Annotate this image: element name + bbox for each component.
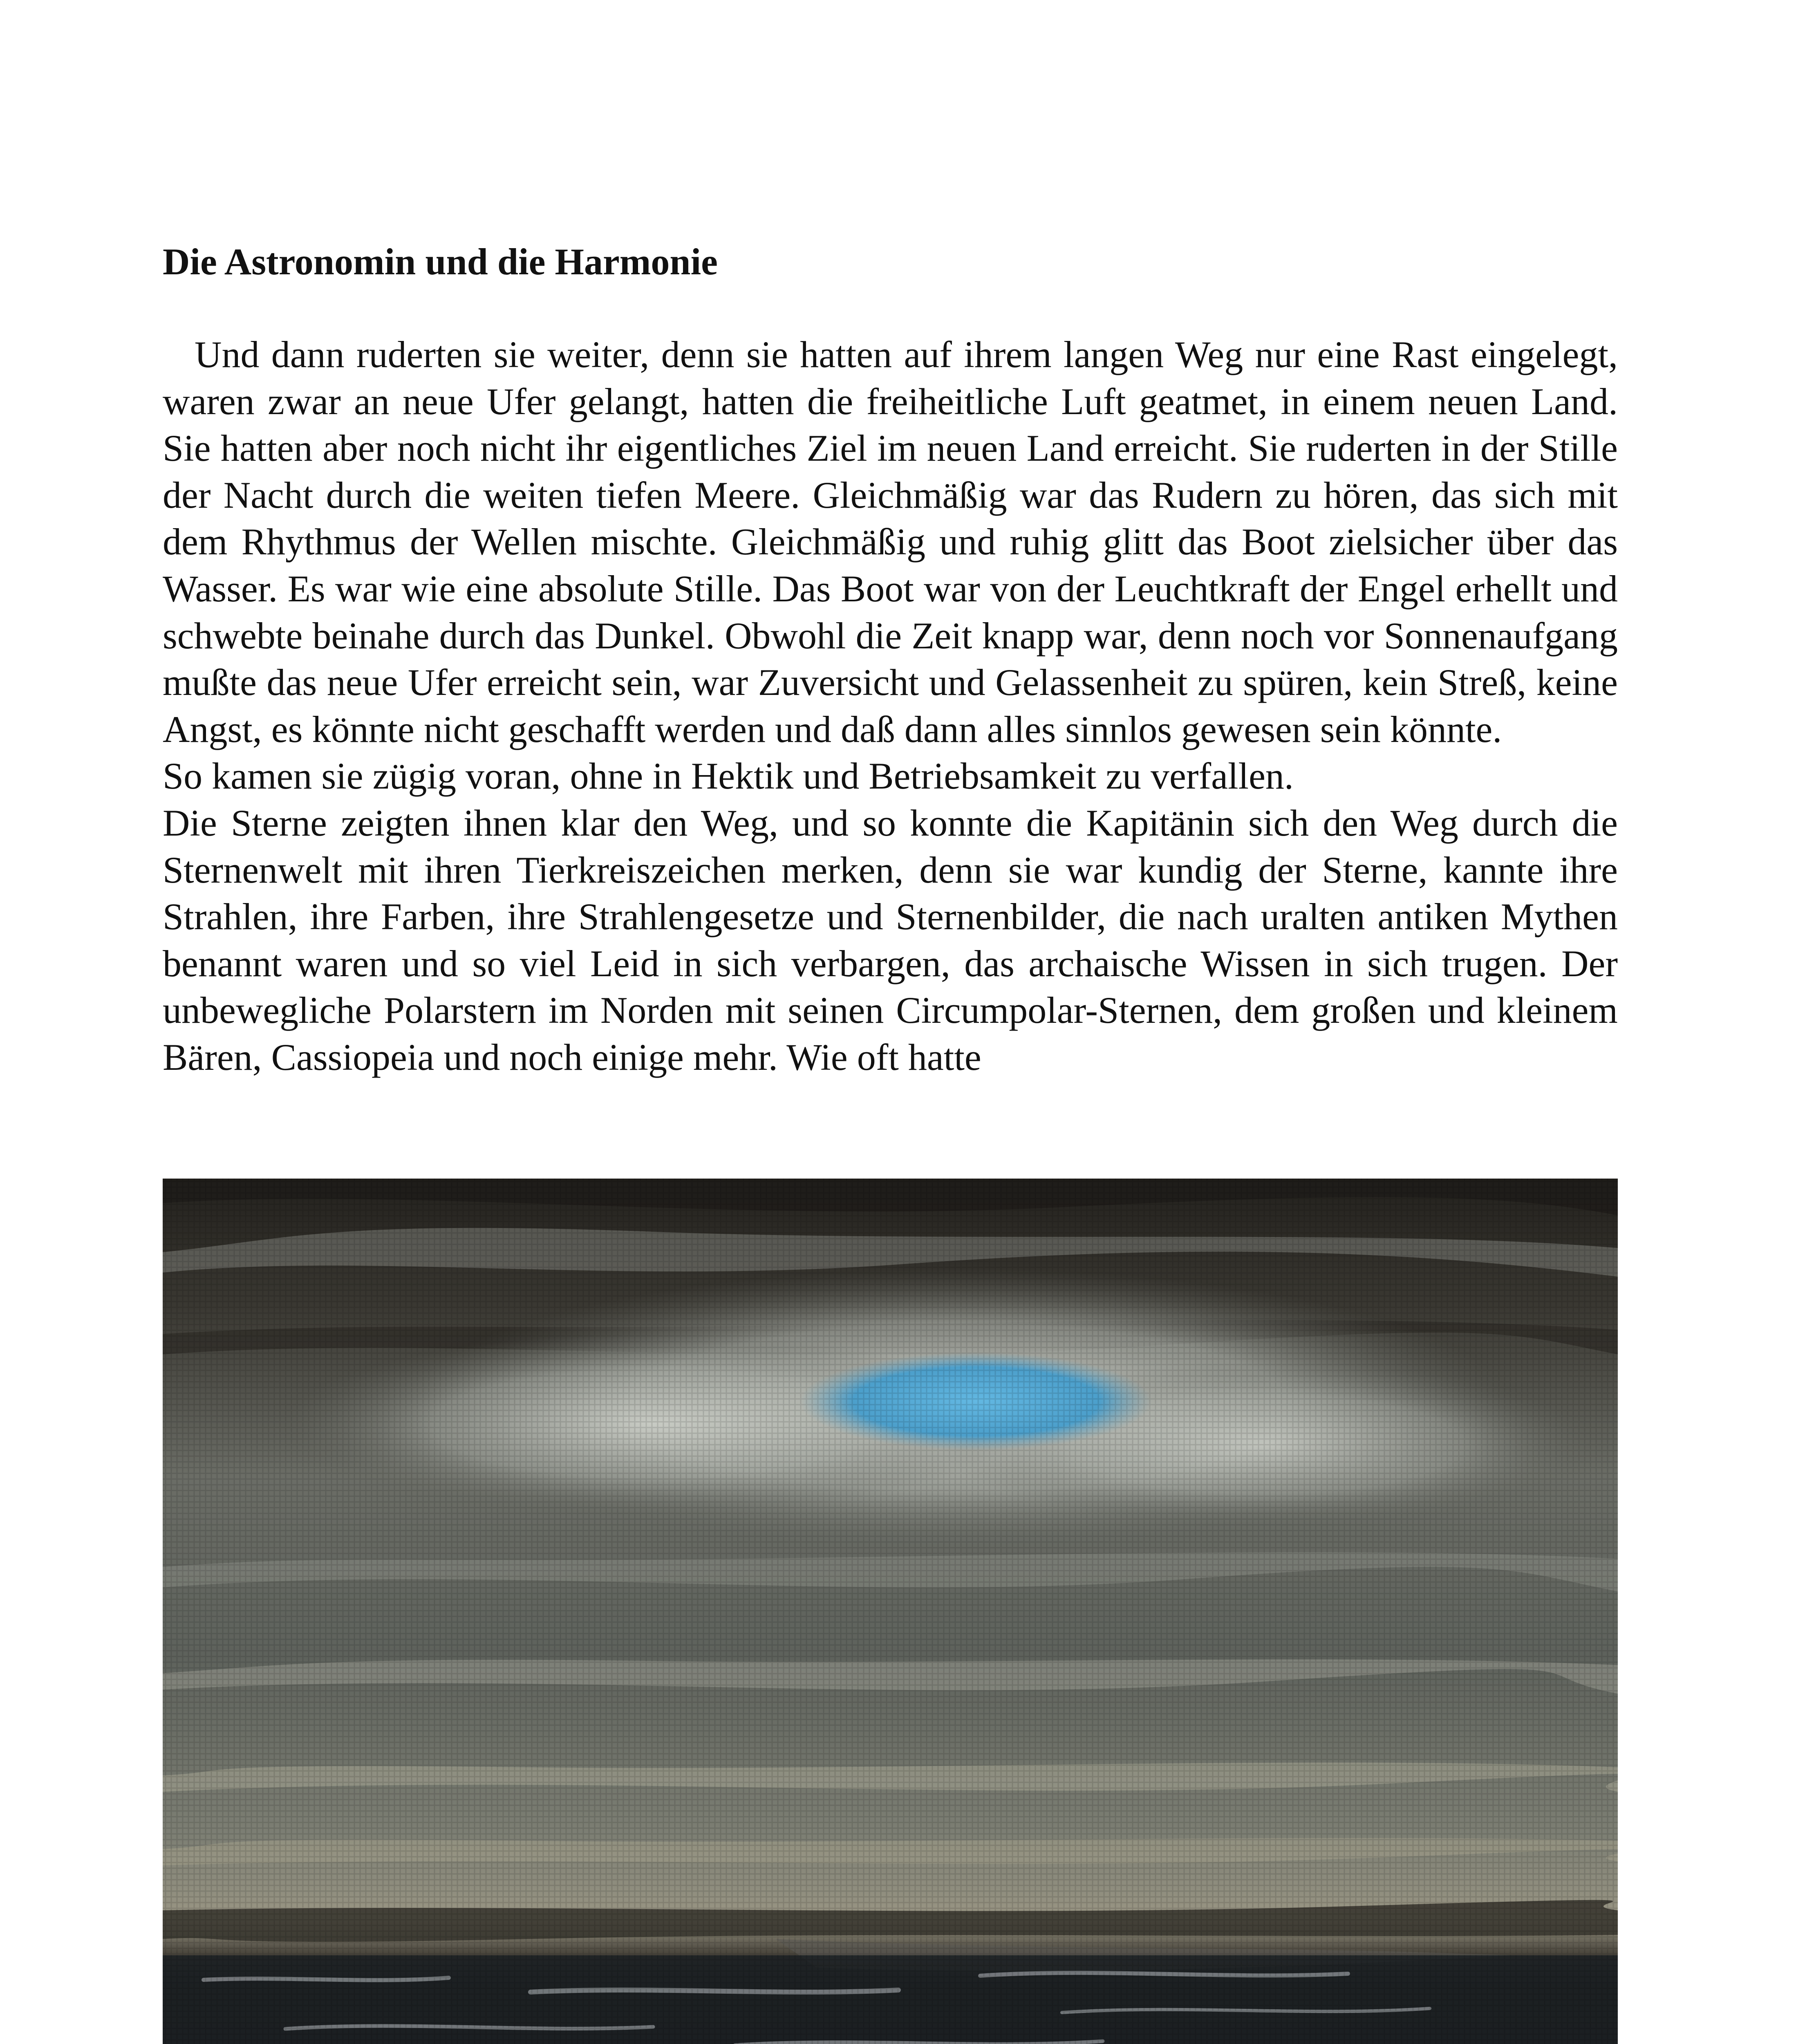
body-text	[163, 331, 1618, 1081]
paragraph-1: Und dann ruderten sie weiter, denn sie hatten auf ihrem langen Weg nur eine Rast eingelegt, waren zwar an neue Ufer gelangt, hatten die freiheitliche Luft geatmet, in einem neuen Land. Sie hatten aber noch nicht ihr eigentliches Ziel im neuen Land erreicht. Sie ruderten in der Stille der Nacht durch die weiten tiefen Meere. Gleichmäßig war das Rudern zu hören, das sich mit dem Rhythmus der Wellen mischte. Gleichmäßig und ruhig glitt das Boot zielsicher über das Wasser. Es war wie eine absolute Stille. Das Boot war von der Leuchtkraft der Engel erhellt und schwebte beinahe durch das Dunkel. Obwohl die Zeit knapp war, denn noch vor Sonnenaufgang mußte das neue Ufer erreicht sein, war Zuversicht und Gelassenheit zu spüren, kein Streß, keine Angst, es könnte nicht geschafft werden und daß dann alles sinnlos gewesen sein könnte.	[163, 334, 1618, 750]
chapter-title: Die Astronomin und die Harmonie	[163, 241, 718, 282]
paragraph-2: So kamen sie zügig voran, ohne in Hektik und Betriebsamkeit zu verfallen.	[163, 755, 1294, 797]
seascape-painting	[163, 1179, 1618, 2044]
seascape-painting-image	[163, 1179, 1618, 2044]
paragraph-3: Die Sterne zeigten ihnen klar den Weg, und so konnte die Kapitänin sich den Weg durch die Sternenwelt mit ihren Tierkreiszeichen merken, denn sie war kundig der Sterne, kannte ihre Strahlen, ihre Farben, ihre Strahlengesetze und Sternenbilder, die nach uralten antiken Mythen benannt waren und so viel Leid in sich verbargen, das archaische Wissen in sich trugen. Der unbewegliche Polarstern im Norden mit seinen Circumpolar-Sternen, dem großen und kleinem Bären, Cassiopeia und noch einige mehr. Wie oft hatte	[163, 802, 1618, 1078]
